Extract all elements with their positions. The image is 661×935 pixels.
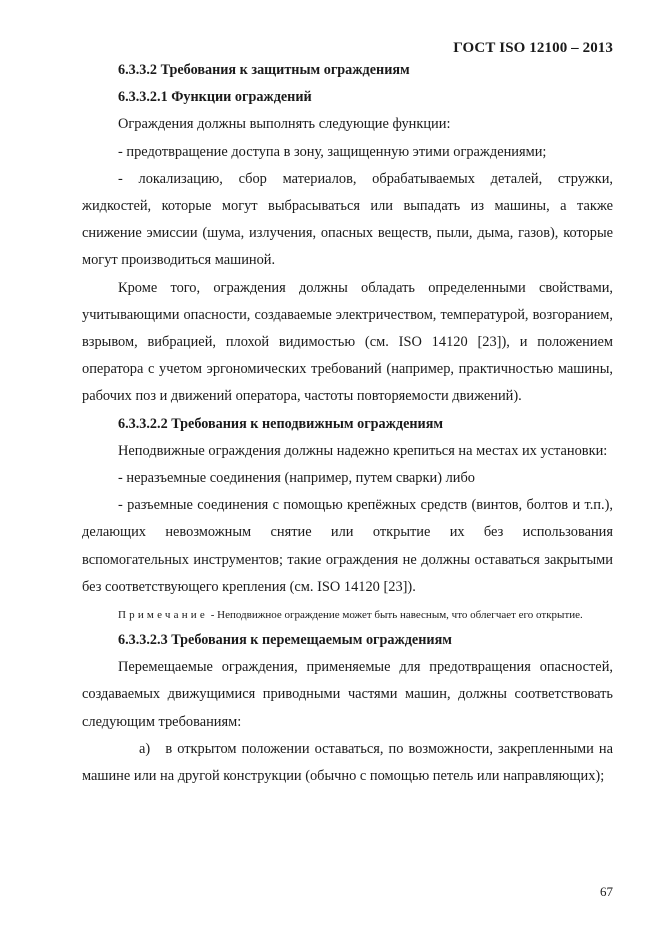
subsection-heading: 6.3.3.2.2 Требования к неподвижным ограждениям (118, 415, 444, 432)
page-body (82, 57, 613, 790)
subsection-heading: 6.3.3.2.3 Требования к перемещаемым ограждениям (118, 632, 452, 649)
list-item: - неразъемные соединения (например, путем сварки) либо (118, 470, 475, 487)
paragraph: Ограждения должны выполнять следующие функции: (118, 116, 451, 133)
list-item (82, 736, 613, 790)
note-label: Примечание (118, 609, 208, 622)
paragraph: Неподвижные ограждения должны надежно крепиться на местах их установки: (118, 442, 608, 459)
list-marker: а) (139, 740, 151, 757)
paragraph: Кроме того, ограждения должны обладать определенными свойствами, учитывающими опасности, создаваемые электричеством, температурой, возгоранием, взрывом, вибрацией, плохой видимостью (см. ISO 14120 [23]), и положением оператора с учетом эргономических требований (например, практичностью машины, рабочих поз и движений оператора, частоты повторяемости движений). (82, 279, 613, 405)
note (82, 605, 613, 625)
section-heading: 6.3.3.2 Требования к защитным ограждениям (118, 62, 410, 78)
subsection-heading: 6.3.3.2.1 Функции ограждений (118, 89, 312, 106)
page-number: 67 (600, 884, 613, 899)
list-item: - предотвращение доступа в зону, защищенную этими ограждениями; (118, 143, 547, 160)
document-header: ГОСТ ISO 12100 – 2013 (453, 40, 613, 56)
note-text: - Неподвижное ограждение может быть навесным, что облегчает его открытие. (207, 609, 583, 622)
list-item-text: в открытом положении оставаться, по возможности, закрепленными на машине или на другой конструкции (обычно с помощью петель или направляющих); (82, 740, 613, 785)
paragraph: Перемещаемые ограждения, применяемые для предотвращения опасностей, создаваемых движущимися приводными частями машин, должны соответствовать следующим требованиям: (82, 659, 613, 730)
list-item: - локализацию, сбор материалов, обрабатываемых деталей, стружки, жидкостей, которые могут выбрасываться или выпадать из машины, а также снижение эмиссии (шума, излучения, опасных веществ, пыли, дыма, газов), которые могут производиться машиной. (82, 170, 613, 269)
list-item: - разъемные соединения с помощью крепёжных средств (винтов, болтов и т.п.), делающих невозможным снятие или открытие их без использования вспомогательных инструментов; такие ограждения не должны оставаться закрытыми без соответствующего крепления (см. ISO 14120 [23]). (82, 497, 613, 595)
